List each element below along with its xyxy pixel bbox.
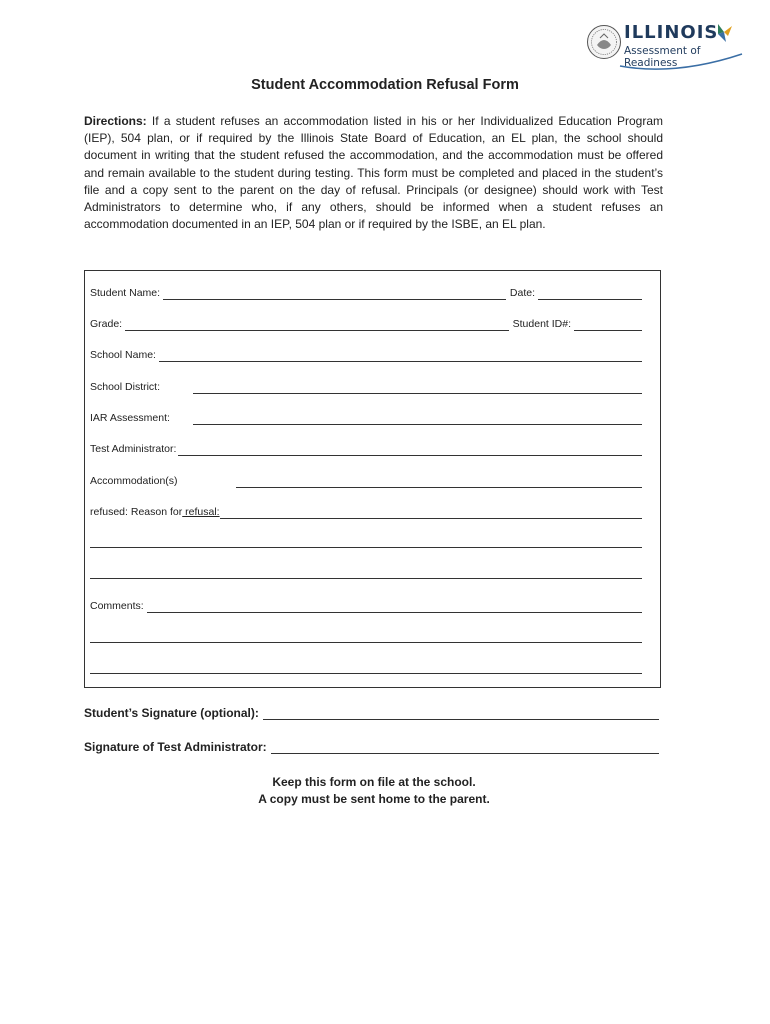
illinois-iar-logo bbox=[586, 22, 746, 68]
test-administrator-field[interactable] bbox=[178, 443, 642, 456]
comments-label: Comments: bbox=[90, 600, 144, 612]
date-field[interactable] bbox=[538, 287, 642, 300]
refusal-reason-line-3[interactable] bbox=[90, 578, 642, 579]
refusal-reason-prefix: refused: Reason for bbox=[90, 506, 183, 518]
student-id-field[interactable] bbox=[574, 318, 642, 331]
accommodations-label: Accommodation(s) bbox=[90, 475, 178, 487]
comments-row bbox=[90, 597, 642, 613]
footer-line-1: Keep this form on file at the school. bbox=[272, 775, 476, 789]
footer-line-2: A copy must be sent home to the parent. bbox=[258, 792, 490, 806]
student-name-row bbox=[90, 284, 642, 300]
date-label: Date: bbox=[509, 287, 535, 299]
refusal-reason-row bbox=[90, 503, 642, 519]
test-administrator-row bbox=[90, 440, 642, 456]
refusal-reason-label bbox=[90, 506, 220, 519]
grade-field[interactable] bbox=[125, 318, 509, 331]
student-name-label: Student Name: bbox=[90, 287, 161, 299]
accommodations-row bbox=[90, 472, 642, 488]
test-administrator-label: Test Administrator: bbox=[90, 443, 177, 455]
school-name-row bbox=[90, 346, 642, 362]
directions-label: Directions: bbox=[84, 114, 147, 128]
comments-line-2[interactable] bbox=[90, 642, 642, 643]
school-district-field[interactable] bbox=[193, 381, 642, 394]
school-name-field[interactable] bbox=[159, 349, 642, 362]
logo-name: ILLINOIS bbox=[624, 22, 719, 43]
accommodations-field[interactable] bbox=[236, 475, 642, 488]
student-id-label: Student ID#: bbox=[512, 318, 571, 330]
directions-text: If a student refuses an accommodation listed in his or her Individualized Education Program (IEP), 504 plan, or if required by the Illinois State Board of Education, an EL plan, the school should document in writing that the student refused the accommodation, and the accommodation must be offered and remain available to the student during testing. This form must be completed and placed in the student’s file and a copy sent to the parent on the day of refusal. Principals (or designee) should work with Test Administrators to determine who, if any others, should be informed when a student refuses an accommodation documented in an IEP, 504 plan or if required by the ISBE, an EL plan. bbox=[84, 114, 663, 232]
logo-mark-icon bbox=[714, 22, 734, 44]
student-name-field[interactable] bbox=[163, 287, 506, 300]
comments-field[interactable] bbox=[147, 600, 642, 613]
student-signature-row bbox=[84, 706, 659, 720]
directions-paragraph bbox=[84, 113, 663, 233]
iar-assessment-label: IAR Assessment: bbox=[90, 412, 170, 424]
iar-assessment-row bbox=[90, 409, 642, 425]
page-title: Student Accommodation Refusal Form bbox=[251, 77, 519, 93]
school-district-label: School District: bbox=[90, 381, 161, 393]
student-signature-label: Student’s Signature (optional): bbox=[84, 706, 259, 720]
administrator-signature-field[interactable] bbox=[271, 741, 659, 754]
logo-subtitle: Assessment of Readiness bbox=[624, 45, 701, 69]
refusal-reason-suffix: refusal: bbox=[182, 506, 220, 518]
iar-assessment-field[interactable] bbox=[193, 412, 642, 425]
school-district-row bbox=[90, 378, 642, 394]
school-name-label: School Name: bbox=[90, 349, 156, 361]
administrator-signature-row bbox=[84, 740, 659, 754]
grade-row bbox=[90, 315, 642, 331]
administrator-signature-label: Signature of Test Administrator: bbox=[84, 740, 267, 754]
comments-line-3[interactable] bbox=[90, 673, 642, 674]
refusal-reason-line-2[interactable] bbox=[90, 547, 642, 548]
student-signature-field[interactable] bbox=[263, 707, 659, 720]
refusal-reason-field[interactable] bbox=[220, 506, 642, 519]
grade-label: Grade: bbox=[90, 318, 123, 330]
